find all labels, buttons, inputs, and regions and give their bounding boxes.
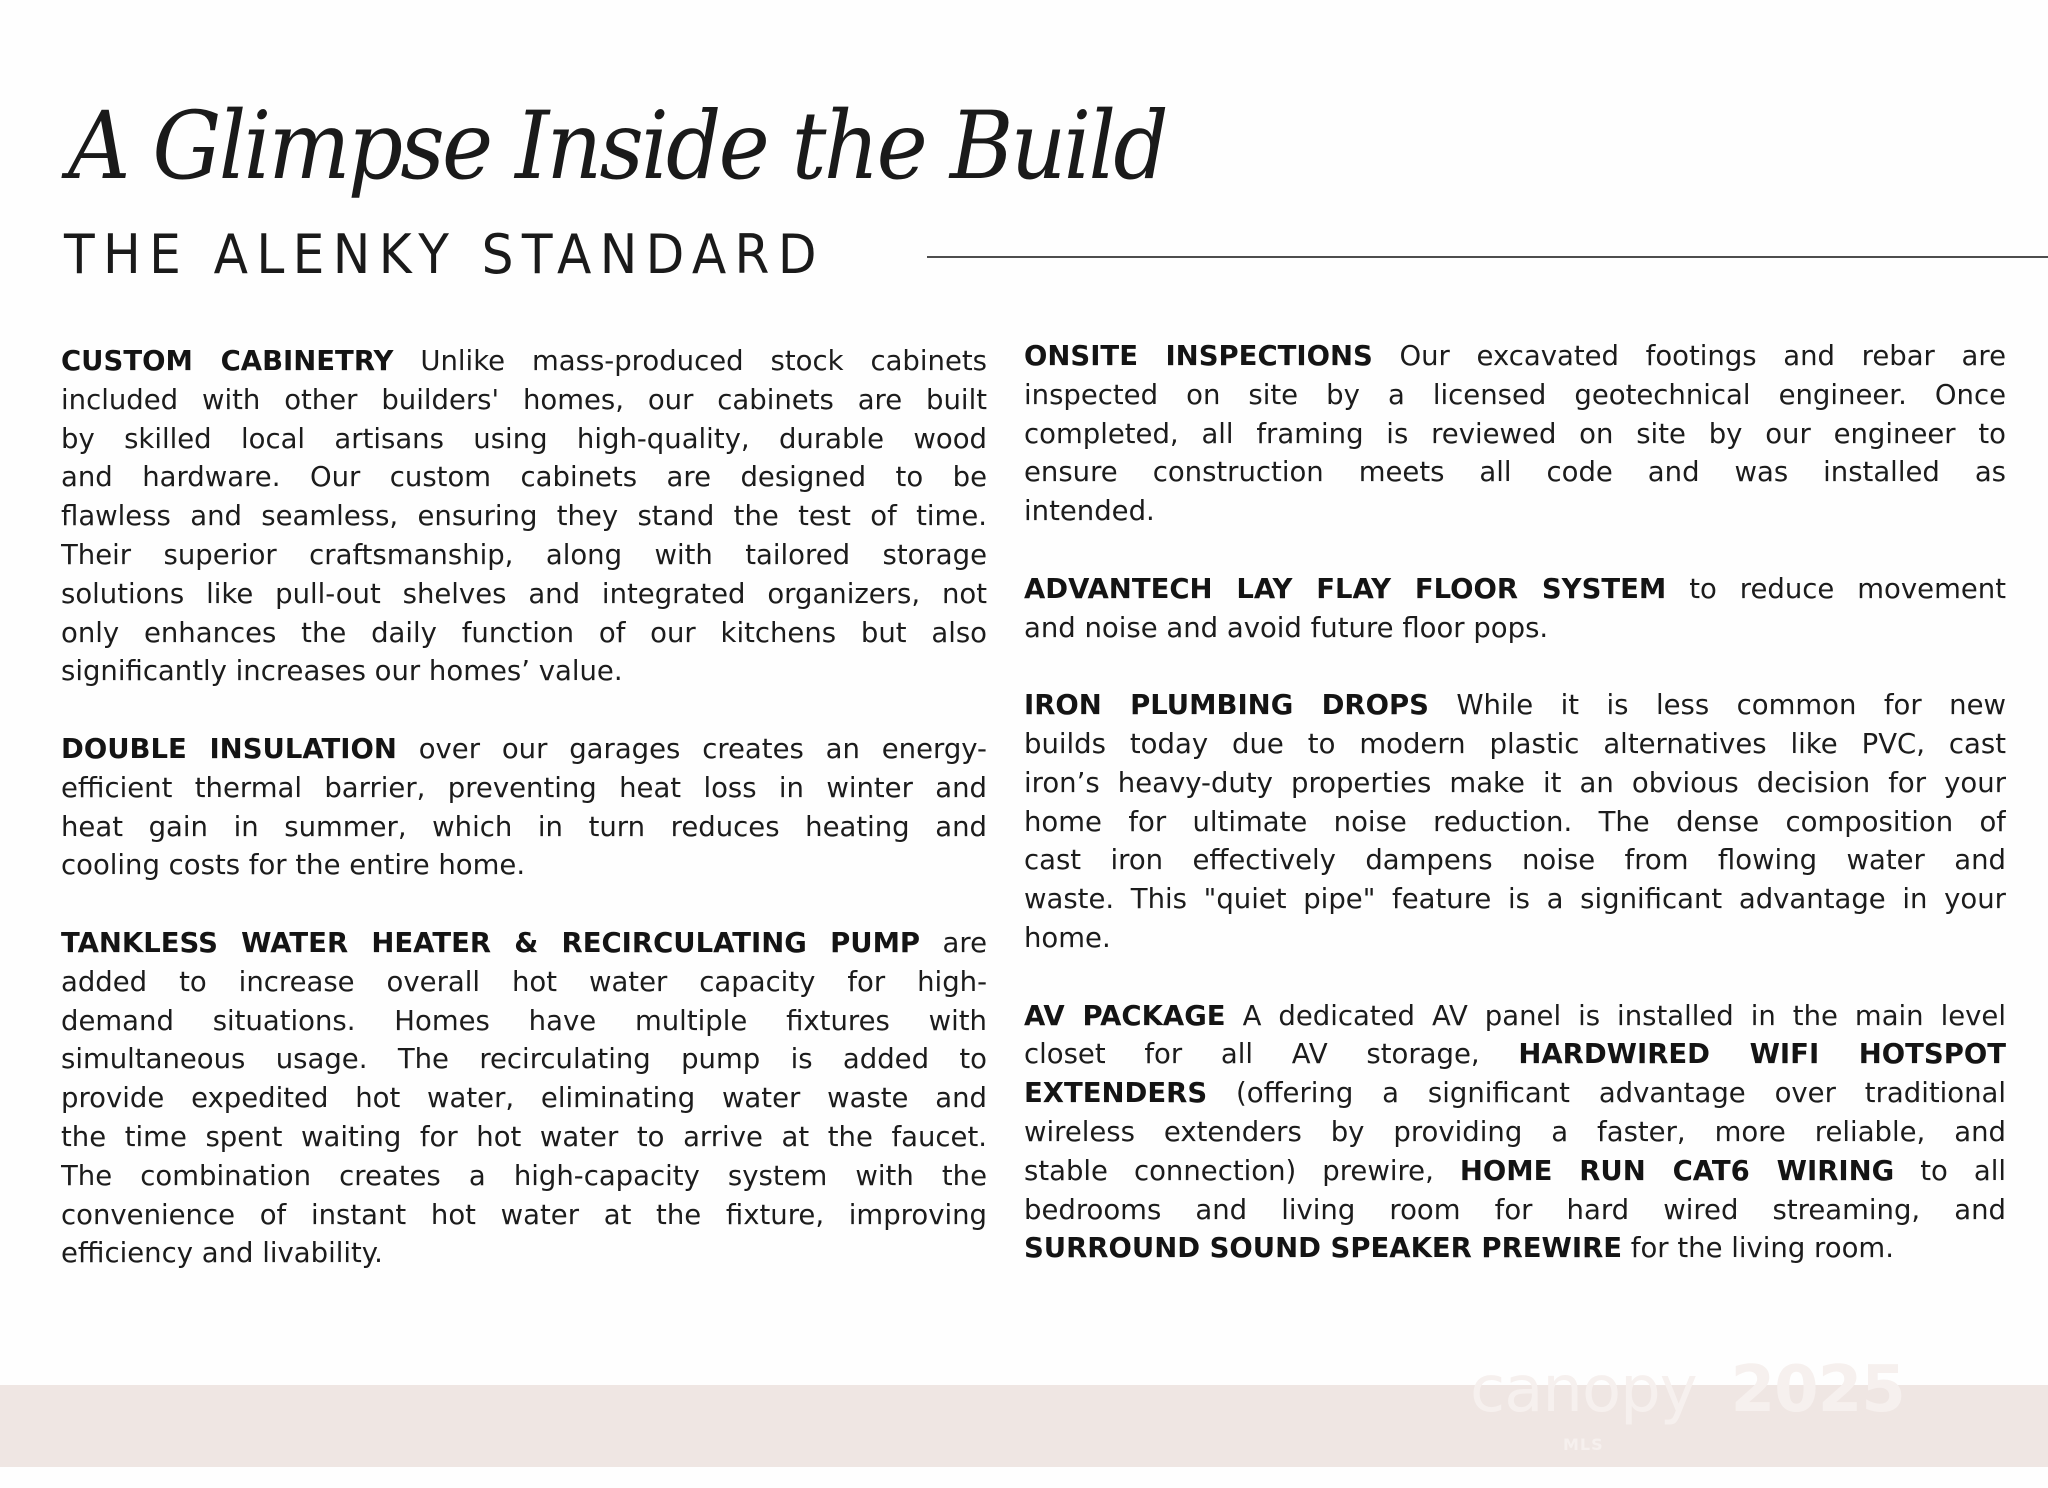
feature-text: waste. This "quiet pipe" feature is a significant advantage in your xyxy=(1024,883,2006,916)
text-line xyxy=(61,1196,987,1235)
feature-heading: TANKLESS WATER HEATER & RECIRCULATING PUMP xyxy=(61,926,921,959)
text-line xyxy=(61,420,987,459)
text-line xyxy=(61,1118,987,1157)
feature-text: completed, all framing is reviewed on site by our engineer to xyxy=(1024,417,2006,450)
text-line xyxy=(1024,725,2006,764)
feature-text: home for ultimate noise reduction. The dense composition of xyxy=(1024,805,2006,838)
text-line xyxy=(1024,919,2006,958)
text-line xyxy=(1024,1152,2006,1191)
text-line xyxy=(1024,492,2006,531)
text-line xyxy=(61,381,987,420)
text-line xyxy=(1024,686,2006,725)
feature-heading: ADVANTECH LAY FLAY FLOOR SYSTEM xyxy=(1024,572,1667,605)
feature-heading: SURROUND SOUND SPEAKER PREWIRE xyxy=(1024,1232,1623,1265)
text-line xyxy=(61,1157,987,1196)
text-line xyxy=(61,536,987,575)
feature-text: builds today due to modern plastic alternatives like PVC, cast xyxy=(1024,727,2006,760)
text-line xyxy=(61,769,987,808)
feature-text: stable connection) prewire, xyxy=(1024,1154,1460,1187)
feature-heading: AV PACKAGE xyxy=(1024,999,1226,1032)
feature-text: bedrooms and living room for hard wired streaming, and xyxy=(1024,1193,2006,1226)
feature-onsite-inspections xyxy=(1024,337,2006,531)
feature-text: (offering a significant advantage over traditional xyxy=(1207,1077,2006,1110)
text-line xyxy=(61,808,987,847)
feature-text: to all xyxy=(1894,1154,2006,1187)
right-column xyxy=(1024,337,2006,1307)
text-line xyxy=(61,458,987,497)
text-line xyxy=(1024,1074,2006,1113)
text-line xyxy=(1024,1191,2006,1230)
feature-double-insulation xyxy=(61,730,987,885)
watermark-brand-block xyxy=(1470,1353,1697,1454)
page-subtitle: THE ALENKY STANDARD xyxy=(64,223,825,286)
feature-tankless-water-heater xyxy=(61,924,987,1273)
canopy-mls-watermark xyxy=(1470,1353,1905,1454)
text-line xyxy=(61,924,987,963)
feature-custom-cabinetry xyxy=(61,342,987,691)
feature-text: are xyxy=(920,926,987,959)
text-line xyxy=(61,1079,987,1118)
feature-text: ensure construction meets all code and was installed as xyxy=(1024,456,2006,489)
feature-heading: CUSTOM CABINETRY xyxy=(61,345,394,377)
feature-text: iron’s heavy-duty properties make it an obvious decision for your xyxy=(1024,766,2006,799)
feature-text: Their superior craftsmanship, along with tailored storage xyxy=(61,538,987,571)
text-line xyxy=(1024,1113,2006,1152)
text-line xyxy=(61,963,987,1002)
feature-text: for the living room. xyxy=(1622,1232,1894,1265)
feature-text: cast iron effectively dampens noise from flowing water and xyxy=(1024,844,2006,877)
text-line xyxy=(1024,453,2006,492)
text-line xyxy=(1024,997,2006,1036)
feature-text: over our garages creates an energy- xyxy=(396,732,987,765)
text-line xyxy=(61,730,987,769)
text-line xyxy=(1024,609,2006,648)
feature-text: demand situations. Homes have multiple fixtures with xyxy=(61,1004,987,1037)
text-line xyxy=(61,575,987,614)
feature-text: by skilled local artisans using high-quality, durable wood xyxy=(61,422,987,455)
feature-advantech-floor-system xyxy=(1024,570,2006,648)
feature-text: to reduce movement xyxy=(1666,572,2006,605)
text-line xyxy=(61,614,987,653)
feature-text: home. xyxy=(1024,921,1111,954)
watermark-sub: MLS xyxy=(1562,1435,1604,1454)
feature-text: only enhances the daily function of our kitchens but also xyxy=(61,616,987,649)
text-line xyxy=(1024,803,2006,842)
feature-text: flawless and seamless, ensuring they stand the test of time. xyxy=(61,500,987,533)
feature-text: A dedicated AV panel is installed in the main level xyxy=(1225,999,2006,1032)
feature-heading: IRON PLUMBING DROPS xyxy=(1024,689,1429,722)
feature-text: efficient thermal barrier, preventing heat loss in winter and xyxy=(61,771,987,804)
text-line xyxy=(1024,415,2006,454)
feature-text: added to increase overall hot water capacity for high- xyxy=(61,965,987,998)
feature-text: inspected on site by a licensed geotechnical engineer. Once xyxy=(1024,378,2006,411)
watermark-year: 2025 xyxy=(1730,1353,1905,1427)
page-title: A Glimpse Inside the Build xyxy=(68,92,1166,201)
feature-text: simultaneous usage. The recirculating pump is added to xyxy=(61,1043,987,1076)
text-line xyxy=(1024,376,2006,415)
feature-text: The combination creates a high-capacity system with the xyxy=(61,1159,987,1192)
feature-text: Unlike mass-produced stock cabinets xyxy=(393,345,987,377)
text-line xyxy=(61,497,987,536)
feature-text: convenience of instant hot water at the fixture, improving xyxy=(61,1198,987,1231)
text-line xyxy=(61,846,987,885)
text-line xyxy=(1024,880,2006,919)
feature-text: cooling costs for the entire home. xyxy=(61,849,526,882)
feature-text: the time spent waiting for hot water to arrive at the faucet. xyxy=(61,1120,987,1153)
text-line xyxy=(61,1002,987,1041)
feature-iron-plumbing-drops xyxy=(1024,686,2006,958)
feature-text: efficiency and livability. xyxy=(61,1237,383,1270)
feature-text: closet for all AV storage, xyxy=(1024,1038,1519,1071)
feature-text: significantly increases our homes’ value. xyxy=(61,655,623,688)
feature-heading: ONSITE INSPECTIONS xyxy=(1024,340,1373,372)
watermark-brand: canopy xyxy=(1470,1353,1697,1427)
feature-heading: HOME RUN CAT6 WIRING xyxy=(1459,1154,1895,1187)
feature-heading: HARDWIRED WIFI HOTSPOT xyxy=(1518,1038,2006,1071)
feature-heading: DOUBLE INSULATION xyxy=(61,732,397,765)
text-line xyxy=(61,342,987,381)
text-line xyxy=(1024,841,2006,880)
text-line xyxy=(61,652,987,691)
feature-text: Our excavated footings and rebar are xyxy=(1372,340,2006,372)
feature-text: provide expedited hot water, eliminating water waste and xyxy=(61,1082,987,1115)
feature-text: solutions like pull-out shelves and integrated organizers, not xyxy=(61,577,987,610)
feature-heading: EXTENDERS xyxy=(1024,1077,1208,1110)
feature-text: and hardware. Our custom cabinets are designed to be xyxy=(61,461,987,494)
left-column xyxy=(61,342,987,1312)
feature-text: included with other builders' homes, our cabinets are built xyxy=(61,383,987,416)
feature-text: heat gain in summer, which in turn reduces heating and xyxy=(61,810,987,843)
text-line xyxy=(61,1040,987,1079)
feature-av-package xyxy=(1024,997,2006,1269)
text-line xyxy=(1024,1035,2006,1074)
feature-text: wireless extenders by providing a faster, more reliable, and xyxy=(1024,1115,2006,1148)
text-line xyxy=(1024,764,2006,803)
feature-text: intended. xyxy=(1024,495,1155,528)
feature-text: and noise and avoid future floor pops. xyxy=(1024,611,1549,644)
feature-text: While it is less common for new xyxy=(1428,689,2006,722)
text-line xyxy=(1024,337,2006,376)
header-divider xyxy=(927,256,2048,258)
text-line xyxy=(1024,570,2006,609)
text-line xyxy=(61,1234,987,1273)
text-line xyxy=(1024,1229,2006,1268)
